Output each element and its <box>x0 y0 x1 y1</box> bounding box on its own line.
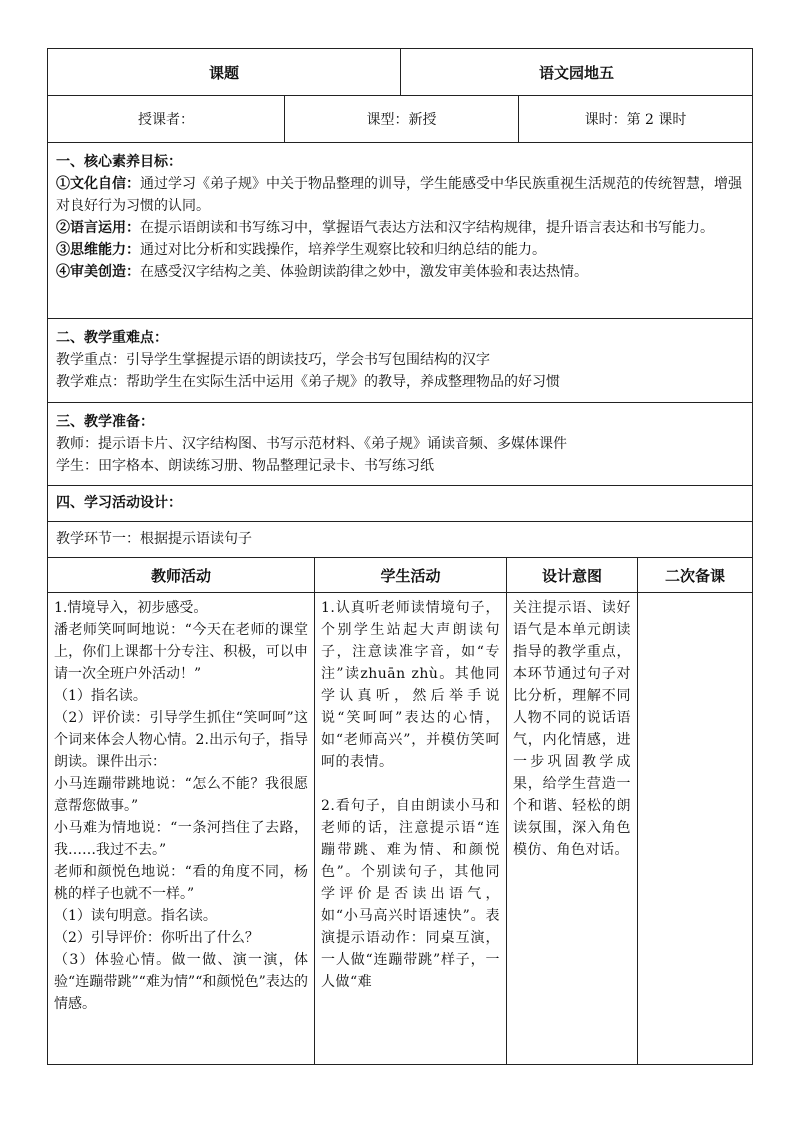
objectives-section <box>47 142 753 319</box>
teacher-activity-line: 潘老师笑呵呵地说：“今天在老师的课堂上，你们上课都十分专注、积极，可以申请一次全班户外活动！” <box>54 622 308 682</box>
design-intent-cell <box>506 592 638 1065</box>
teacher-activity-line: 老师和颜悦色地说：“看的角度不同，杨桃的样子也就不一样。” <box>54 864 308 902</box>
column-header-intent: 设计意图 <box>506 557 638 593</box>
student-activity-paragraph: 1.认真听老师读情境句子，个别学生站起大声朗读句子，注意读准字音，如“专注”读zhuān zhù。其他同学认真听，然后举手说说“笑呵呵”表达的心情，如“老师高兴”，并模仿笑呵呵的表情。 <box>321 600 500 770</box>
objective-label: ②语言运用： <box>56 220 140 236</box>
teacher-activity-line: 1.情境导入，初步感受。 <box>54 600 208 616</box>
lesson-type-cell: 课型：新授 <box>284 95 519 143</box>
column-header-student: 学生活动 <box>314 557 507 593</box>
section-title: 一、核心素养目标： <box>56 154 182 170</box>
teacher-activity-line: （3）体验心情。做一做、演一演，体验“连蹦带跳”“难为情”“和颜悦色”表达的情感。 <box>54 952 308 1012</box>
objective-text: 在感受汉字结构之美、体验朗读韵律之妙中，激发审美体验和表达热情。 <box>140 264 588 280</box>
teacher-cell: 授课者： <box>47 95 285 143</box>
difficulty-line: 教学难点：帮助学生在实际生活中运用《弟子规》的教导，养成整理物品的好习惯 <box>56 374 560 390</box>
section-title: 二、教学重难点： <box>56 330 168 346</box>
stage-row <box>47 521 753 558</box>
activity-design-section <box>47 485 753 522</box>
teacher-activity-line: 小马连蹦带跳地说：“怎么不能？我很愿意帮您做事。” <box>54 776 308 814</box>
section-title: 三、教学准备： <box>56 414 154 430</box>
objective-label: ①文化自信： <box>56 176 140 192</box>
objective-label: ③思维能力： <box>56 242 140 258</box>
teacher-activity-line: （2）评价读：引导学生抓住“笑呵呵”这个词来体会人物心情。2.出示句子，指导朗读。课件出示： <box>54 710 308 770</box>
teacher-activity-cell <box>47 592 315 1065</box>
objective-item <box>56 173 744 217</box>
teacher-activity-line: （1）读句明意。指名读。 <box>54 908 217 924</box>
teacher-activity-line: 小马难为情地说：“一条河挡住了去路，我……我过不去。” <box>54 820 308 858</box>
student-activity-paragraph: 2.看句子，自由朗读小马和老师的话，注意提示语“连蹦带跳、难为情、和颜悦色”。个别读句子，其他同学评价是否读出语气，如“小马高兴时语速快”。表演提示语动作：同桌互演，一人做“连蹦带跳”样子，一人做“难 <box>321 798 500 990</box>
objective-item <box>56 217 744 239</box>
student-activity-cell <box>314 592 507 1065</box>
teacher-activity-line: （2）引导评价：你听出了什么？ <box>54 930 259 946</box>
key-point-line: 教学重点：引导学生掌握提示语的朗读技巧，学会书写包围结构的汉字 <box>56 352 490 368</box>
objective-text: 通过对比分析和实践操作，培养学生观察比较和归纳总结的能力。 <box>140 242 546 258</box>
objective-text: 在提示语朗读和书写练习中，掌握语气表达方法和汉字结构规律，提升语言表达和书写能力。 <box>140 220 714 236</box>
objective-text: 通过学习《弟子规》中关于物品整理的训导，学生能感受中华民族重视生活规范的传统智慧，增强对良好行为习惯的认同。 <box>56 176 742 214</box>
section-title: 四、学习活动设计： <box>56 495 182 511</box>
key-points-section <box>47 318 753 403</box>
lesson-period-cell: 课时：第 2 课时 <box>518 95 753 143</box>
preparation-section <box>47 402 753 486</box>
teacher-prep-line: 教师：提示语卡片、汉字结构图、书写示范材料、《弟子规》诵读音频、多媒体课件 <box>56 436 567 452</box>
objective-item <box>56 261 744 283</box>
objective-label: ④审美创造： <box>56 264 140 280</box>
topic-value-cell: 语文园地五 <box>400 48 753 96</box>
column-header-revision: 二次备课 <box>637 557 753 593</box>
topic-label-cell: 课题 <box>47 48 401 96</box>
revision-cell[interactable] <box>637 592 753 1065</box>
stage-label: 教学环节一：根据提示语读句子 <box>56 531 252 547</box>
student-prep-line: 学生：田字格本、朗读练习册、物品整理记录卡、书写练习纸 <box>56 458 434 474</box>
teacher-activity-line: （1）指名读。 <box>54 688 147 704</box>
design-intent-text: 关注提示语、读好语气是本单元朗读指导的教学重点，本环节通过句子对比分析，理解不同人物不同的说话语气，内化情感，进一步巩固教学成果，给学生营造一个和谐、轻松的朗读氛围，深入角色模仿、角色对话。 <box>513 600 631 858</box>
column-header-teacher: 教师活动 <box>47 557 315 593</box>
objective-item <box>56 239 744 261</box>
